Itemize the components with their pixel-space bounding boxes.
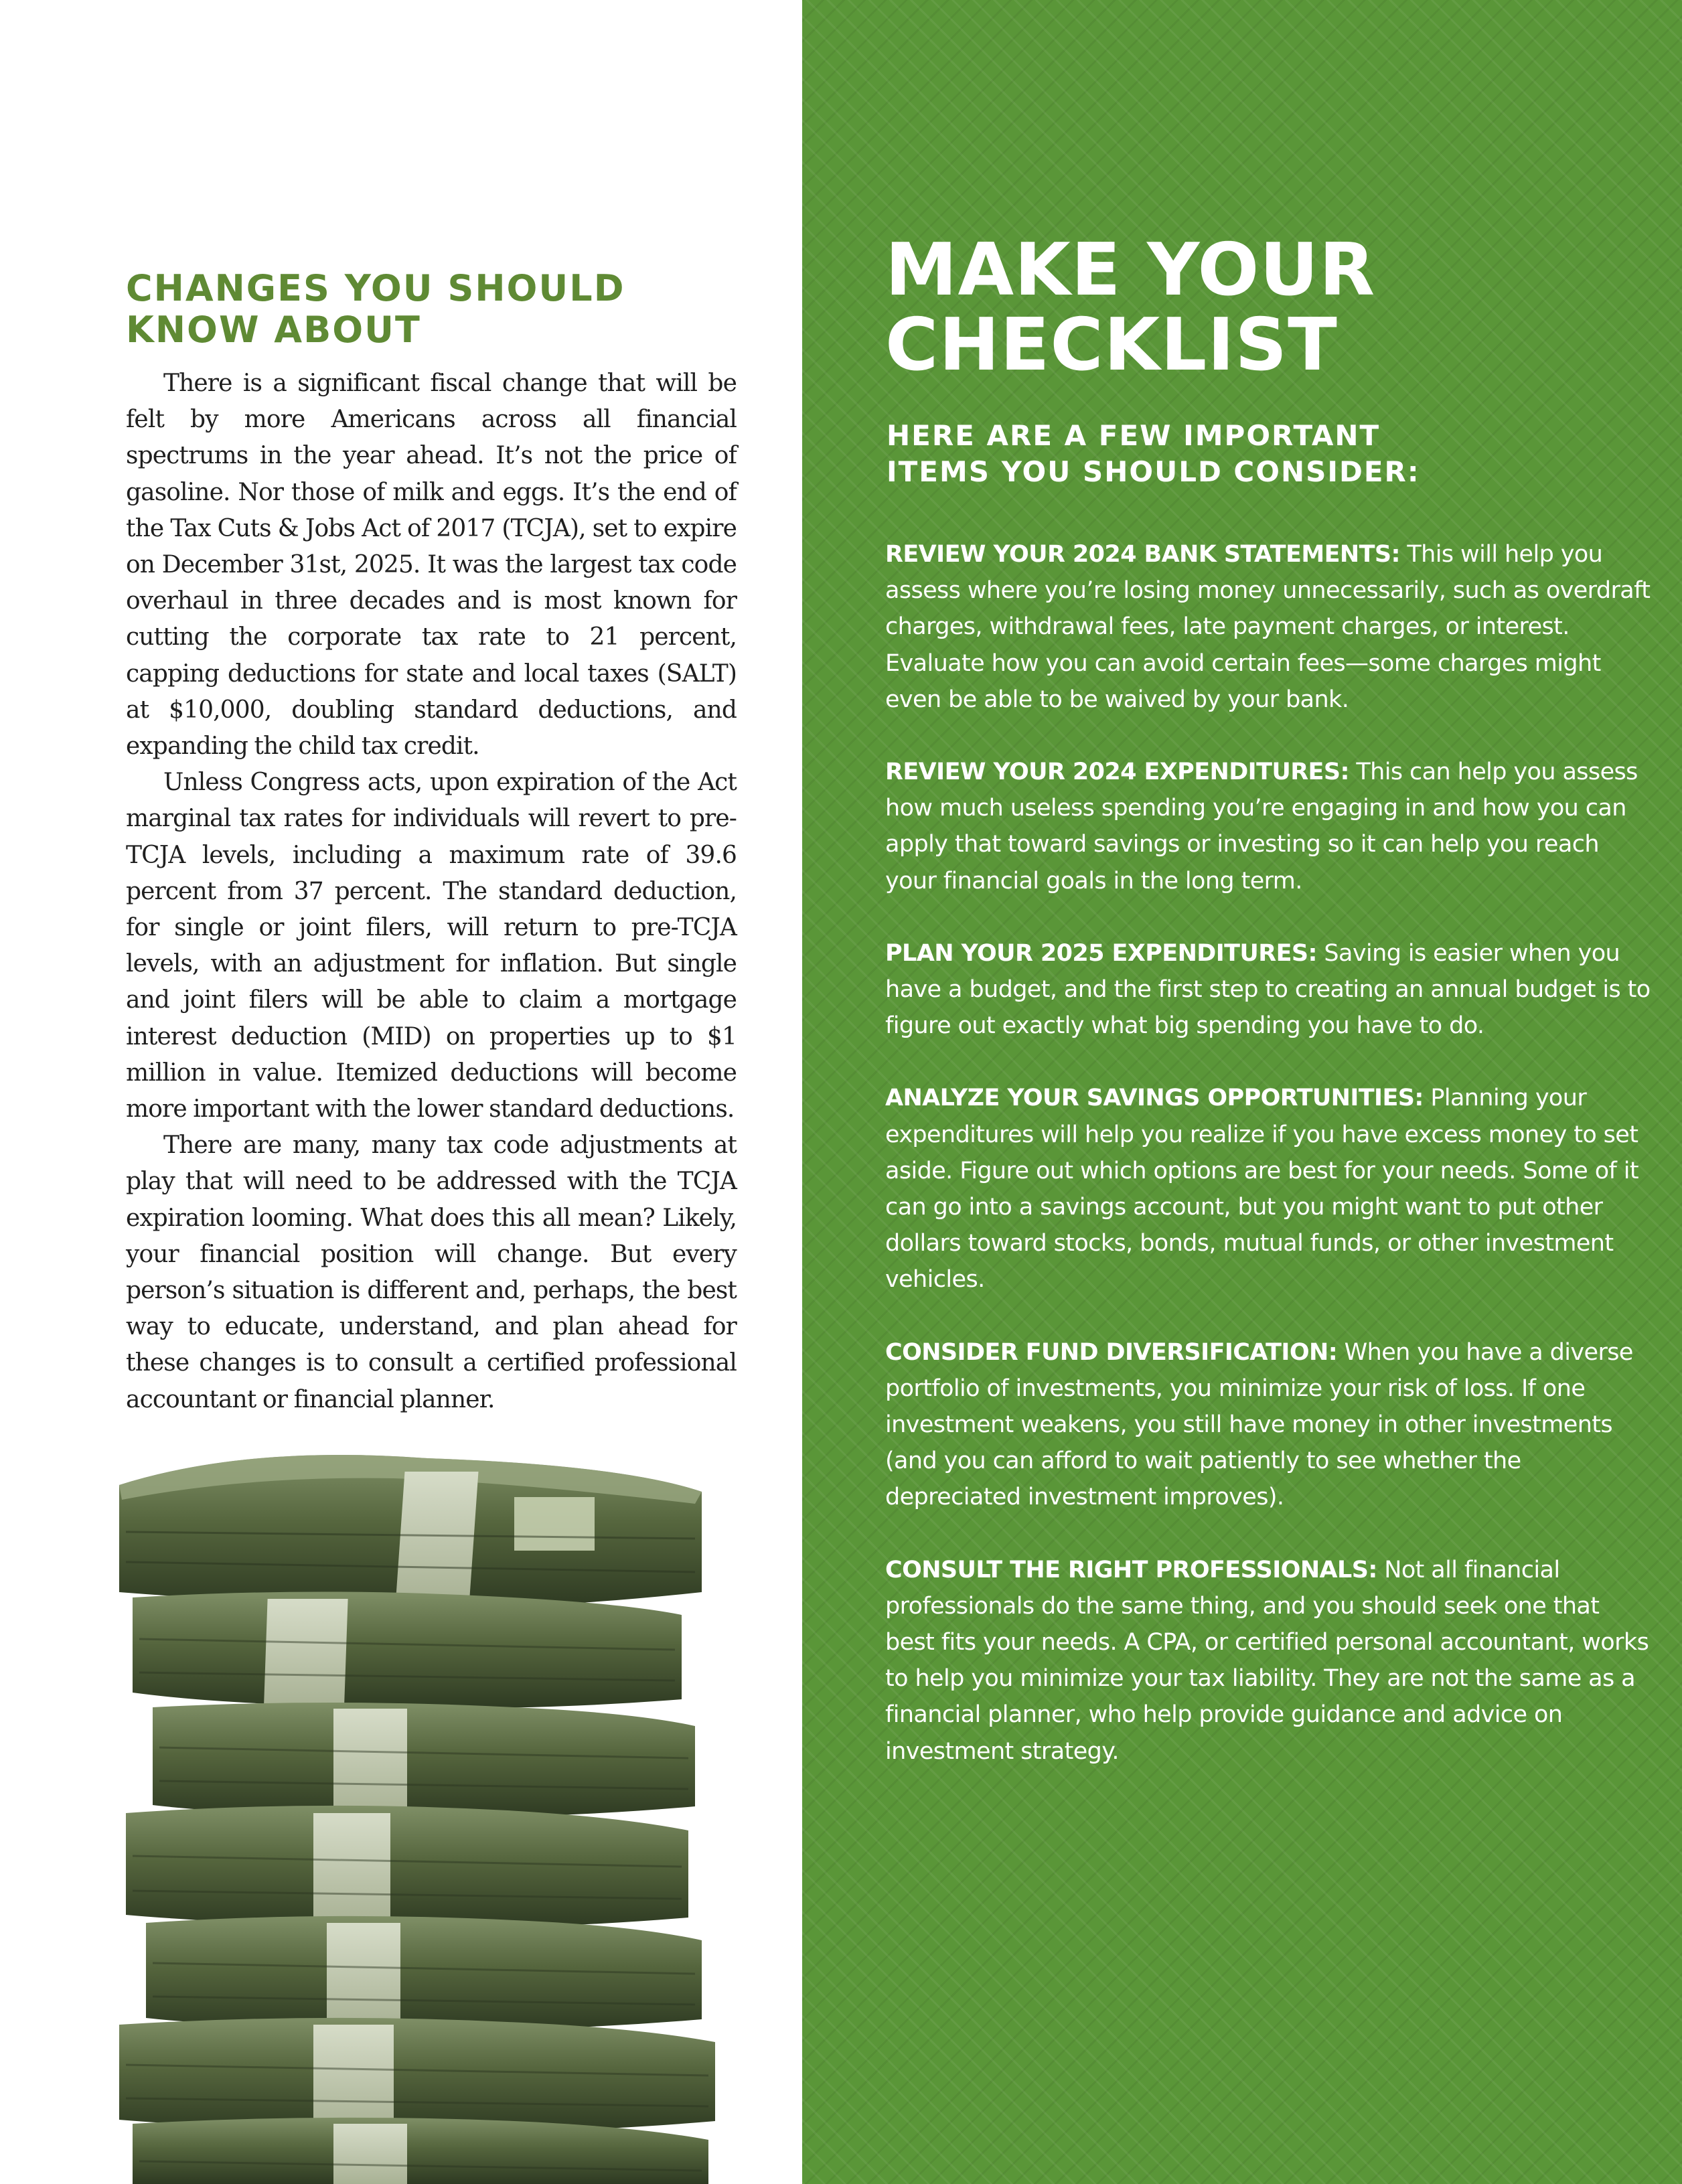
checklist-item	[885, 1080, 1655, 1298]
left-column	[0, 0, 802, 2184]
checklist-subtitle	[887, 418, 1623, 490]
checklist-item-label: ANALYZE YOUR SAVINGS OPPORTUNITIES:	[885, 1085, 1424, 1112]
checklist-title	[885, 228, 1622, 387]
checklist-item	[885, 754, 1655, 899]
article-paragraph-1: There is a significant fiscal change that will be felt by more Americans across all financial spectrums in the year ahead. It’s not the price of gasoline. Nor those of milk and eggs. It’s the end of the Tax Cuts & Jobs Act of 2017 (TCJA), set to expire on December 31st, 2025. It was the largest tax code overhaul in three decades and is most known for cutting the corporate tax rate to 21 percent, capping deductions for state and local taxes (SALT) at $10,000, doubling standard deductions, and expanding the child tax credit.	[126, 370, 737, 761]
checklist-item-text: Planning your expenditures will help you realize if you have excess money to set aside. Figure out which options are best for your needs. Some of it can go into a savings account, but you might want to put other dollars toward stocks, bonds, mutual funds, or other investment vehicles.	[885, 1085, 1639, 1294]
checklist-item-text: Not all financial professionals do the same thing, and you should seek one that best fits your needs. A CPA, or certified personal accountant, works to help you minimize your tax liability. They are not the same as a financial planner, who help provide guidance and advice on investment strategy.	[885, 1556, 1649, 1765]
checklist-item	[885, 935, 1655, 1044]
checklist-panel	[802, 0, 1682, 2184]
checklist-subtitle-line-2: ITEMS YOU SHOULD CONSIDER:	[887, 455, 1420, 488]
money-bundle	[126, 1806, 688, 1928]
checklist-item-label: REVIEW YOUR 2024 EXPENDITURES:	[885, 759, 1349, 786]
money-bundle	[119, 1455, 702, 1608]
checklist-item	[885, 1334, 1655, 1516]
checklist-item-label: CONSIDER FUND DIVERSIFICATION:	[885, 1338, 1338, 1366]
checklist-item-label: PLAN YOUR 2025 EXPENDITURES:	[885, 939, 1317, 967]
changes-heading-line-1: CHANGES YOU SHOULD	[126, 267, 625, 309]
changes-heading	[126, 268, 769, 351]
changes-heading-line-2: KNOW ABOUT	[126, 309, 421, 351]
article-paragraph-3: There are many, many tax code adjustments at play that will need to be addressed with the TCJA expiration looming. What does this all mean? Likely, your financial position will change. But every person’s situation is different and, perhaps, the best way to educate, understand, and plan ahead for these changes is to consult a certified professional accountant or financial planner.	[126, 1132, 737, 1413]
checklist-item-label: REVIEW YOUR 2024 BANK STATEMENTS:	[885, 541, 1400, 568]
checklist-title-line-1: MAKE YOUR	[885, 228, 1376, 312]
checklist-item-text: Saving is easier when you have a budget, and the first step to creating an annual budget is to figure out exactly what big spending you have to do.	[885, 939, 1651, 1040]
money-bundle	[119, 2018, 715, 2132]
money-stack-icon	[112, 1438, 729, 2184]
checklist-item-label: CONSULT THE RIGHT PROFESSIONALS:	[885, 1556, 1377, 1583]
money-bundle	[146, 1916, 702, 2030]
checklist-item-text: This will help you assess where you’re losing money unnecessarily, such as overdraft charges, withdrawal fees, late payment charges, or interest. Evaluate how you can avoid certain fees—some charges might even be able to be waived by your bank.	[885, 541, 1651, 713]
checklist-item-text: This can help you assess how much useless spending you’re engaging in and how you can apply that toward savings or investing so it can help you reach your financial goals in the long term.	[885, 759, 1638, 894]
checklist-items	[885, 536, 1655, 1770]
money-bundle	[133, 1591, 682, 1708]
checklist-item	[885, 536, 1655, 718]
checklist-title-line-2: CHECKLIST	[885, 303, 1338, 387]
checklist-subtitle-line-1: HERE ARE A FEW IMPORTANT	[887, 419, 1381, 452]
article-paragraph-2: Unless Congress acts, upon expiration of the Act marginal tax rates for individuals will revert to pre-TCJA levels, including a maximum rate of 39.6 percent from 37 percent. The standard deduction, for single or joint filers, will return to pre-TCJA levels, with an adjustment for inflation. But single and joint filers will be able to claim a mortgage interest deduction (MID) on properties up to $1 million in value. Itemized deductions will become more important with the lower standard deductions.	[126, 769, 737, 1123]
article-body	[126, 366, 737, 1418]
money-bundle	[153, 1703, 695, 1817]
checklist-item	[885, 1552, 1655, 1770]
checklist-item-text: When you have a diverse portfolio of investments, you minimize your risk of loss. If one investment weakens, you still have money in other investments (and you can afford to wait patiently to see whether the depreciated investment improves).	[885, 1338, 1633, 1511]
